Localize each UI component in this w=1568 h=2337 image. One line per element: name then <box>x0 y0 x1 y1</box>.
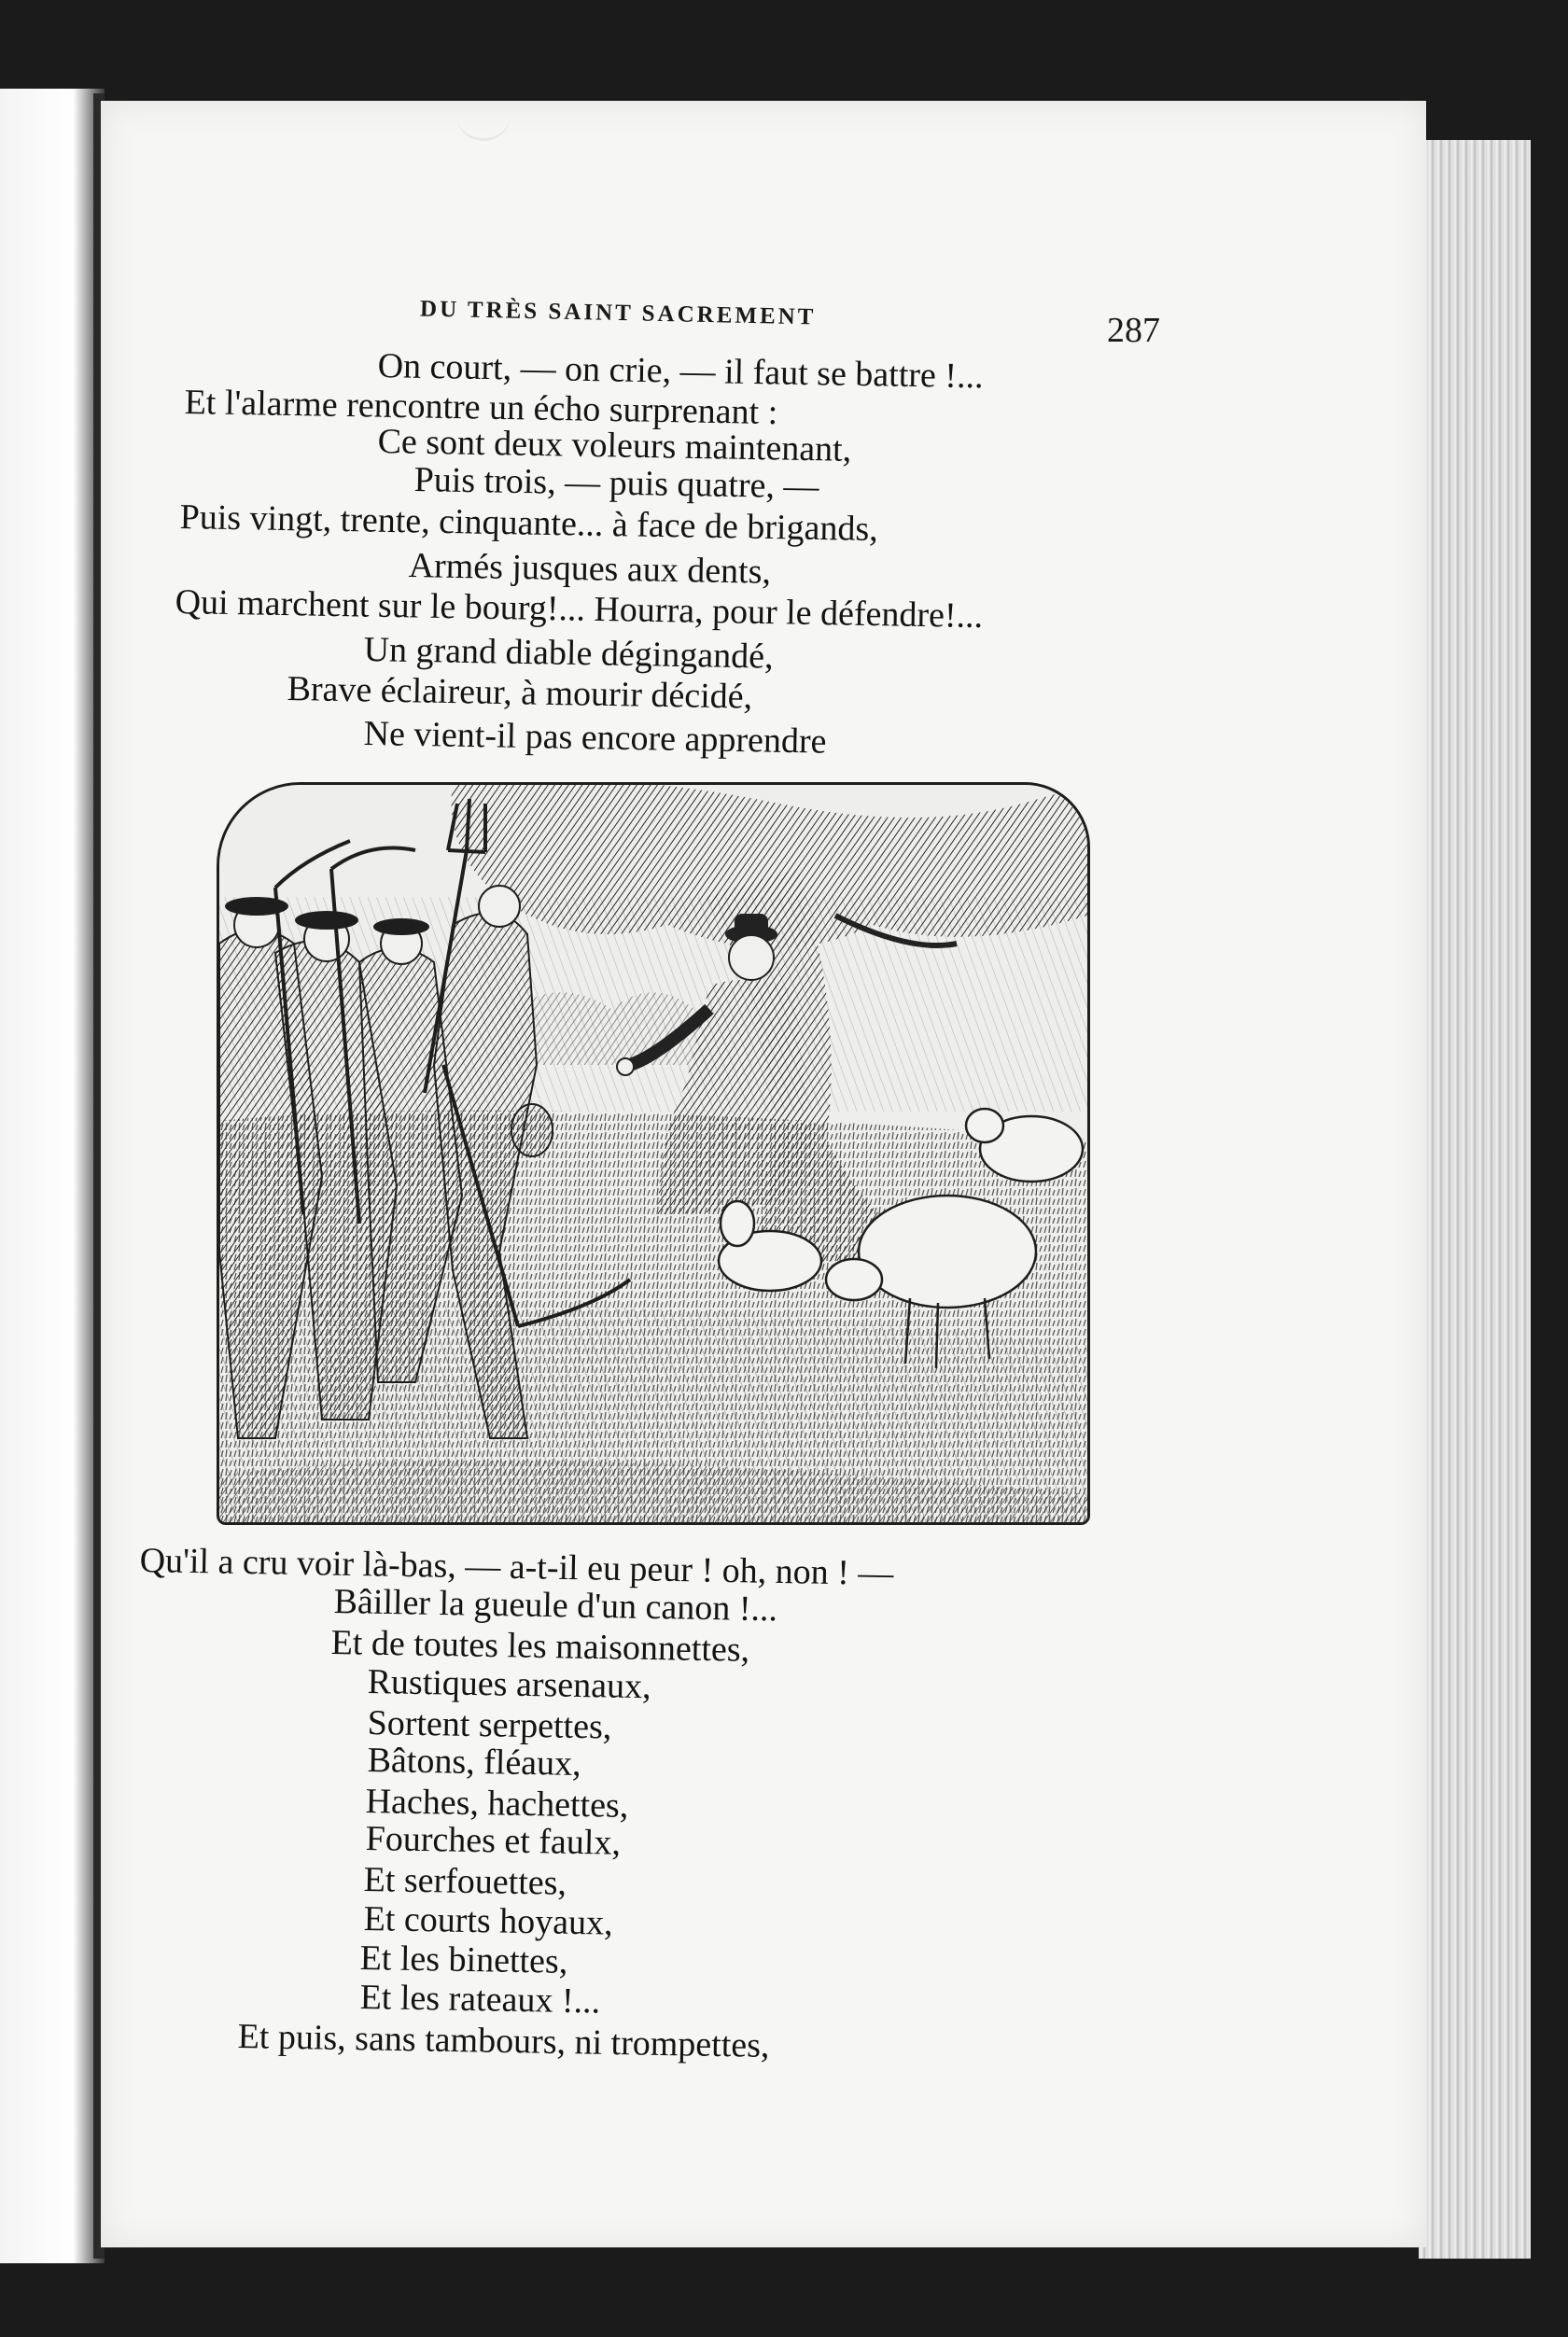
verse-line: Bâiller la gueule d'un canon !... <box>333 1582 778 1630</box>
verse-line: Un grand diable dégingandé, <box>363 630 774 677</box>
verse-line: Et l'alarme rencontre un écho surprenant : <box>184 383 778 433</box>
verse-line: Qu'il a cru voir là-bas, — a-t-il eu peur ! oh, non ! — <box>139 1541 894 1594</box>
verse-line: Et courts hoyaux, <box>363 1899 613 1943</box>
verse-line: Ne vient-il pas encore apprendre <box>363 714 827 762</box>
verse-line: Qui marchent sur le bourg!... Hourra, pour le défendre!... <box>175 582 984 637</box>
verse-line: On court, — on crie, — il faut se battre !... <box>377 346 984 397</box>
engraving-illustration-icon <box>219 785 1087 1522</box>
verse-line: Puis vingt, trente, cinquante... à face de brigands, <box>179 497 879 550</box>
verse-line: Rustiques arsenaux, <box>367 1662 651 1707</box>
left-page-edge <box>0 89 105 2263</box>
verse-line: Brave éclaireur, à mourir décidé, <box>287 669 753 717</box>
running-title: DU TRÈS SAINT SACREMENT <box>419 296 817 330</box>
verse-line: Et de toutes les maisonnettes, <box>330 1623 750 1670</box>
verse-line: Haches, hachettes, <box>365 1782 629 1826</box>
engraving-illustration <box>217 782 1090 1525</box>
verse-line: Et serfouettes, <box>363 1860 567 1903</box>
verse-line: Et puis, sans tambours, ni trompettes, <box>237 2017 770 2065</box>
verse-line: Bâtons, fléaux, <box>367 1741 581 1784</box>
verse-line: Fourches et faulx, <box>365 1819 622 1863</box>
verse-line: Et les binettes, <box>359 1938 568 1981</box>
page-number: 287 <box>1107 311 1160 350</box>
verse-line: Sortent serpettes, <box>367 1703 612 1747</box>
scan-scratch <box>455 101 511 141</box>
verse-line: Et les rateaux !... <box>359 1978 601 2022</box>
verse-line: Puis trois, — puis quatre, — <box>413 460 819 507</box>
verse-line: Armés jusques aux dents, <box>408 546 772 592</box>
verse-line: Ce sont deux voleurs maintenant, <box>377 422 852 469</box>
